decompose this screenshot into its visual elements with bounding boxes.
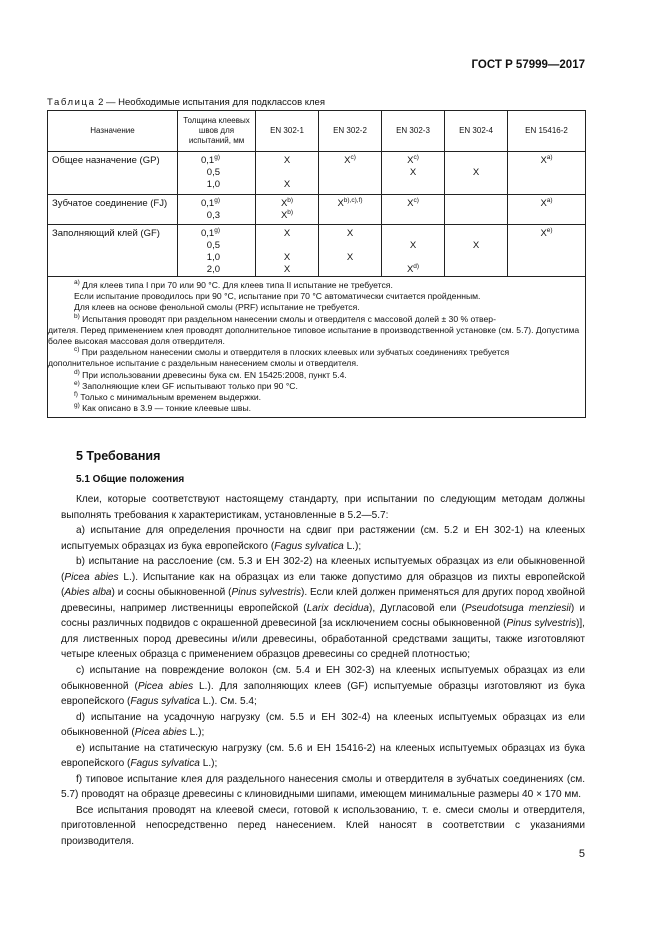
cell-value: X bbox=[406, 264, 414, 275]
note-text: Для клеев на основе фенольной смолы (PRF) испытание не требуется. bbox=[74, 302, 360, 313]
text-run: d) испытание на усадочную нагрузку (см. 5.5 и ЕН 302-4) на клееных испытуемых образцах из ели обыкновенной ( bbox=[61, 711, 585, 739]
footnote-ref: a) bbox=[546, 154, 553, 161]
test-mark bbox=[319, 210, 381, 222]
note-mark: g) bbox=[74, 402, 80, 410]
table-note bbox=[74, 280, 581, 291]
text-run: f) типовое испытание клея для раздельного нанесения смолы и отвердителя в зубчатых соединениях (см. 5.7) проводят на образце древесины с клиновидными шипами, имеющем минимальные размеры 40 × 170 мм. bbox=[61, 773, 585, 801]
cell-value: X bbox=[346, 252, 354, 263]
thickness-cell bbox=[178, 152, 256, 195]
footnote-ref: g) bbox=[214, 227, 220, 234]
cell-value: X bbox=[344, 155, 351, 166]
cell-value: X bbox=[540, 228, 547, 239]
test-mark bbox=[445, 210, 507, 222]
paragraph bbox=[61, 492, 585, 523]
cell-value: X bbox=[283, 155, 291, 166]
latin-name: Fagus sylvatica bbox=[130, 696, 200, 708]
cell-value: 1,0 bbox=[206, 252, 220, 263]
cell-value: X bbox=[283, 264, 291, 275]
test-mark bbox=[382, 155, 444, 167]
note-text: При раздельном нанесении смолы и отвердителя в плоских клеевых или зубчатых соединениях требуется bbox=[79, 347, 510, 358]
footnote-ref: e) bbox=[546, 227, 553, 234]
cell-value: X bbox=[407, 155, 414, 166]
cell-value: 0,1 bbox=[201, 228, 215, 239]
footnote-ref: a) bbox=[546, 197, 553, 204]
text-run: Клеи, которые соответствуют настоящему стандарту, при испытании по следующим методам должны выполнять требования к характеристикам, установленные в 5.2—5.7: bbox=[61, 494, 585, 521]
test-cell bbox=[508, 195, 586, 225]
test-mark bbox=[256, 264, 318, 276]
text-run: c) испытание на повреждение волокон (см. 5.4 и ЕН 302-3) на клееных испытуемых образцах из ели обыкновенной ( bbox=[61, 665, 585, 692]
table-note bbox=[74, 392, 581, 403]
test-mark bbox=[319, 252, 381, 264]
thickness-value bbox=[178, 179, 255, 191]
test-mark bbox=[256, 240, 318, 252]
header-cell: Толщина клеевых швов для испытаний, мм bbox=[178, 111, 256, 152]
test-mark bbox=[508, 210, 585, 222]
footnote-ref: b) bbox=[287, 209, 294, 216]
document-id: ГОСТ Р 57999—2017 bbox=[471, 59, 585, 71]
footnote-ref: c) bbox=[350, 154, 356, 161]
test-cell bbox=[382, 225, 445, 277]
test-mark bbox=[256, 155, 318, 167]
footnote-ref: g) bbox=[214, 197, 220, 204]
cell-value: 0,1 bbox=[201, 155, 215, 166]
latin-name: Fagus sylvatica bbox=[274, 540, 344, 552]
test-cell bbox=[382, 195, 445, 225]
footnote-ref: c) bbox=[413, 154, 419, 161]
paragraph bbox=[61, 554, 585, 663]
cell-value: 0,1 bbox=[201, 198, 215, 209]
note-text: Заполняющие клеи GF испытывают только при 90 °C. bbox=[79, 380, 298, 391]
cell-value: 0,5 bbox=[206, 240, 220, 251]
table-header-row bbox=[48, 111, 586, 152]
latin-name: Pinus sylvestris bbox=[231, 587, 302, 599]
paragraph bbox=[61, 741, 585, 772]
latin-name: Picea abies bbox=[134, 727, 187, 739]
cell-value: 1,0 bbox=[206, 179, 220, 190]
test-cell bbox=[256, 152, 319, 195]
text-run: Все испытания проводят на клеевой смеси, готовой к использованию, т. е. смеси смолы и отвердителя, приготовленной непосредственно перед нанесением. Клей наносят в соответствии с указаниями производителя. bbox=[61, 804, 585, 848]
test-mark bbox=[508, 240, 585, 252]
thickness-value bbox=[178, 228, 255, 240]
test-mark bbox=[319, 155, 381, 167]
header-cell: EN 302-4 bbox=[445, 111, 508, 152]
thickness-cell bbox=[178, 195, 256, 225]
header-cell: Назначение bbox=[48, 111, 178, 152]
test-mark bbox=[508, 167, 585, 179]
note-text: Как описано в 3.9 — тонкие клеевые швы. bbox=[79, 403, 252, 414]
note-mark: e) bbox=[74, 379, 80, 387]
test-mark bbox=[508, 198, 585, 210]
latin-name: Picea abies bbox=[137, 680, 194, 692]
thickness-value bbox=[178, 264, 255, 276]
test-mark bbox=[382, 198, 444, 210]
thickness-cell bbox=[178, 225, 256, 277]
cell-value: X bbox=[472, 240, 480, 251]
test-mark bbox=[508, 155, 585, 167]
test-mark bbox=[508, 264, 585, 276]
test-mark bbox=[256, 252, 318, 264]
note-text: Испытания проводят при раздельном нанесении смолы и отвердителя с массовой долей ± 30 % отвер- bbox=[79, 313, 496, 324]
header-cell: EN 302-2 bbox=[319, 111, 382, 152]
cell-value: X bbox=[283, 252, 291, 263]
purpose-cell: Заполняющий клей (GF) bbox=[48, 225, 178, 277]
table-note bbox=[74, 370, 581, 381]
test-mark bbox=[445, 167, 507, 179]
table-note bbox=[74, 347, 581, 358]
table-note bbox=[74, 314, 581, 325]
test-cell bbox=[508, 225, 586, 277]
test-mark bbox=[319, 198, 381, 210]
note-mark: a) bbox=[74, 279, 80, 286]
notes-row bbox=[48, 277, 586, 418]
test-mark bbox=[508, 228, 585, 240]
footnote-ref: b) bbox=[287, 197, 294, 204]
test-mark bbox=[445, 155, 507, 167]
test-mark bbox=[445, 228, 507, 240]
latin-name: Picea abies bbox=[64, 571, 119, 583]
paragraph bbox=[61, 523, 585, 554]
thickness-value bbox=[178, 198, 255, 210]
text-run: e) испытание на статическую нагрузку (см. 5.6 и ЕН 15416-2) на клееных испытуемых образцах из бука европейского ( bbox=[61, 742, 585, 770]
table-note bbox=[74, 381, 581, 392]
table-row bbox=[48, 195, 586, 225]
text-run: b) испытание на расслоение (см. 5.3 и ЕН 302-2) на клееных испытуемых образцах из ели обыкновенной ( bbox=[61, 556, 585, 583]
test-cell bbox=[256, 225, 319, 277]
test-cell bbox=[445, 195, 508, 225]
cell-value: X bbox=[407, 198, 414, 209]
note-text: Только с минимальным временем выдержки. bbox=[77, 392, 262, 403]
test-mark bbox=[382, 264, 444, 276]
paragraph bbox=[61, 663, 585, 710]
cell-value: X bbox=[346, 228, 354, 239]
test-mark bbox=[445, 264, 507, 276]
footnote-ref: b),c),f) bbox=[343, 197, 363, 204]
text-run: L.). См. 5.4; bbox=[199, 696, 257, 708]
note-mark: f) bbox=[74, 391, 78, 399]
cell-value: X bbox=[472, 167, 480, 178]
test-mark bbox=[319, 264, 381, 276]
cell-value: X bbox=[540, 155, 547, 166]
cell-value: X bbox=[280, 210, 288, 221]
note-text: При использовании древесины бука см. EN 15425:2008, пункт 5.4. bbox=[79, 369, 347, 380]
cell-value: 0,3 bbox=[206, 210, 220, 221]
test-cell bbox=[319, 225, 382, 277]
table-caption bbox=[47, 97, 325, 108]
text-run: a) испытание для определения прочности на сдвиг при растяжении (см. 5.2 и ЕН 302-1) на клееных испытуемых образцах из бука европейского ( bbox=[61, 525, 585, 552]
page-number: 5 bbox=[578, 848, 585, 860]
cell-value: X bbox=[283, 179, 291, 190]
note-continuation: дителя. Перед применением клея проводят дополнительное типовое испытание в производственной установке (см. 5.7). Допустима более высокая массовая доля отвердителя. bbox=[48, 324, 580, 347]
note-mark: d) bbox=[74, 368, 80, 376]
note-text: Для клеев типа I при 70 или 90 °C. Для клеев типа II испытание не требуется. bbox=[79, 280, 393, 290]
footnote-ref: g) bbox=[214, 154, 220, 161]
table-note bbox=[74, 291, 581, 302]
tests-table bbox=[47, 110, 586, 418]
paragraph bbox=[61, 710, 585, 741]
header-cell: EN 302-1 bbox=[256, 111, 319, 152]
test-cell bbox=[319, 195, 382, 225]
paragraph bbox=[61, 803, 585, 850]
test-cell bbox=[319, 152, 382, 195]
thickness-value bbox=[178, 252, 255, 264]
cell-value: 0,5 bbox=[206, 167, 220, 178]
cell-value: X bbox=[540, 198, 547, 209]
text-run: L.); bbox=[186, 727, 205, 739]
table-notes bbox=[48, 277, 586, 418]
test-mark bbox=[508, 252, 585, 264]
text-run: L.); bbox=[199, 758, 218, 770]
table-note bbox=[74, 302, 581, 313]
note-mark: c) bbox=[74, 346, 80, 354]
test-mark bbox=[319, 228, 381, 240]
latin-name: Pinus sylvestris bbox=[506, 618, 577, 630]
test-mark bbox=[256, 167, 318, 179]
test-mark bbox=[382, 210, 444, 222]
header-cell: EN 15416-2 bbox=[508, 111, 586, 152]
test-mark bbox=[256, 210, 318, 222]
note-text: Если испытание проводилось при 90 °C, испытание при 70 °C автоматически считается пройденным. bbox=[74, 291, 481, 302]
header-cell: EN 302-3 bbox=[382, 111, 445, 152]
text-run: L.). Испытание как на образцах из ели также допустимо для образцов из пихты европейской ( bbox=[61, 571, 585, 599]
text-run: ), Дугласовой ели ( bbox=[368, 602, 465, 614]
note-continuation: дополнительное испытание с раздельным нанесением смолы и отвердителя. bbox=[48, 358, 359, 369]
test-cell bbox=[445, 152, 508, 195]
latin-name: Larix decidua bbox=[306, 602, 369, 614]
section-title: 5 Требования bbox=[76, 449, 161, 463]
test-cell bbox=[256, 195, 319, 225]
test-mark bbox=[319, 240, 381, 252]
latin-name: Fagus sylvatica bbox=[130, 758, 200, 770]
paragraph bbox=[61, 772, 585, 803]
latin-name: Pseudotsuga menziesii bbox=[464, 602, 571, 614]
text-run: L.); bbox=[343, 540, 362, 552]
text-run: ). Если клей должен применяться для других пород хвойной древесины, например лиственницы европейской ( bbox=[61, 587, 585, 614]
test-mark bbox=[319, 167, 381, 179]
cell-value: X bbox=[337, 198, 344, 209]
test-mark bbox=[382, 228, 444, 240]
table-row bbox=[48, 152, 586, 195]
thickness-value bbox=[178, 167, 255, 179]
test-mark bbox=[319, 179, 381, 191]
test-mark bbox=[256, 228, 318, 240]
test-mark bbox=[256, 179, 318, 191]
table-caption-text: 2 — Необходимые испытания для подклассов клея bbox=[95, 97, 325, 108]
cell-value: X bbox=[409, 240, 417, 251]
cell-value: X bbox=[283, 228, 291, 239]
footnote-ref: c) bbox=[413, 197, 419, 204]
text-run: ) и сосны обыкновенной ( bbox=[111, 587, 232, 599]
test-cell bbox=[508, 152, 586, 195]
test-mark bbox=[445, 240, 507, 252]
cell-value: 2,0 bbox=[206, 264, 220, 275]
latin-name: Abies alba bbox=[64, 587, 112, 599]
text-run: ) и сосны различных подвидов с окрашенной древесиной [за исключением сосны обыкновенной ( bbox=[61, 602, 585, 630]
cell-value: X bbox=[280, 198, 288, 209]
body-text bbox=[61, 492, 585, 850]
test-mark bbox=[382, 240, 444, 252]
test-mark bbox=[445, 252, 507, 264]
note-mark: b) bbox=[74, 312, 80, 320]
test-mark bbox=[445, 179, 507, 191]
test-mark bbox=[382, 179, 444, 191]
thickness-value bbox=[178, 240, 255, 252]
thickness-value bbox=[178, 155, 255, 167]
test-mark bbox=[508, 179, 585, 191]
subsection-title: 5.1 Общие положения bbox=[76, 474, 185, 485]
text-run: L.). Для заполняющих клеев (GF) испытуемые образцы изготовляют из бука европейского ( bbox=[61, 680, 585, 708]
test-mark bbox=[445, 198, 507, 210]
test-cell bbox=[445, 225, 508, 277]
purpose-cell: Общее назначение (GP) bbox=[48, 152, 178, 195]
cell-value: X bbox=[409, 167, 417, 178]
table-caption-label: Таблица bbox=[47, 97, 96, 108]
purpose-cell: Зубчатое соединение (FJ) bbox=[48, 195, 178, 225]
test-cell bbox=[382, 152, 445, 195]
table-note bbox=[74, 403, 581, 414]
text-run: )], для лиственных пород древесины и/или древесины, обработанной средствами защиты, также изготовляют четыре клееных образца с применением образцов древесины со средней плотностью; bbox=[61, 618, 585, 661]
table-row bbox=[48, 225, 586, 277]
test-mark bbox=[382, 167, 444, 179]
thickness-value bbox=[178, 210, 255, 222]
footnote-ref: d) bbox=[413, 263, 420, 270]
